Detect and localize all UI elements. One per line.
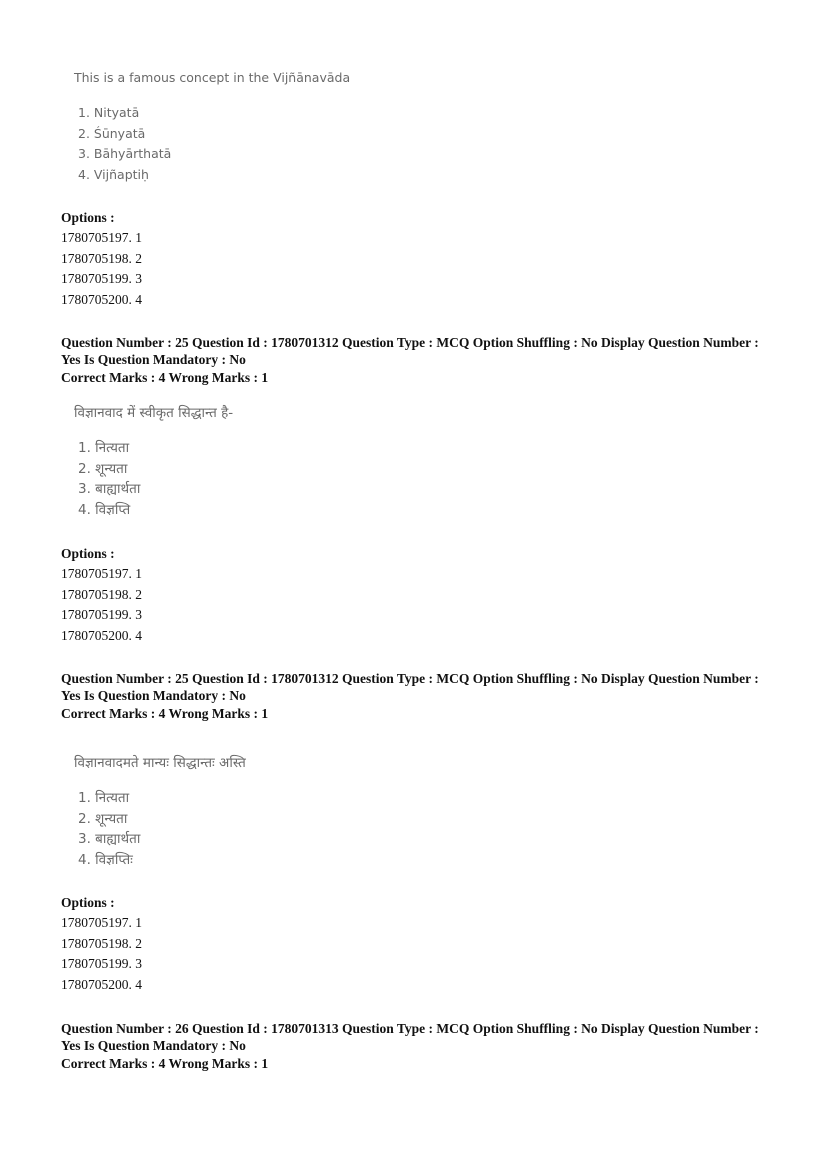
choice-item: 3. बाह्यार्थता [78,481,141,497]
option-row: 1780705199. 3 [61,607,142,623]
option-row: 1780705197. 1 [61,230,142,245]
question-meta-line: Question Number : 25 Question Id : 1780701312 Question Type : MCQ Option Shuffling : No Display Question Number : Yes Is Question Mandatory : No [61,671,759,703]
question-meta-line: Question Number : 26 Question Id : 1780701313 Question Type : MCQ Option Shuffling : No Display Question Number : Yes Is Question Mandatory : No [61,1021,759,1053]
question-text: This is a famous concept in the Vijñānavāda [74,70,351,85]
question-meta [61,335,769,387]
choice-item: 4. विज्ञप्तिः [78,851,133,868]
option-row: 1780705198. 2 [61,586,142,602]
choice-item: 4. Vijñaptiḥ [78,166,149,182]
option-row: 1780705200. 4 [61,292,142,308]
option-row: 1780705198. 2 [61,250,142,266]
question-choices [74,103,350,185]
options-label: Options : [61,546,115,561]
question-image-hindi [74,403,233,520]
choice-item: 1. नित्यता [78,790,130,806]
options-label: Options : [61,895,115,910]
question-meta-line: Question Number : 25 Question Id : 1780701312 Question Type : MCQ Option Shuffling : No Display Question Number : Yes Is Question Mandatory : No [61,335,759,367]
option-row: 1780705199. 3 [61,956,142,972]
question-meta [61,1021,769,1073]
option-row: 1780705198. 2 [61,935,142,951]
options-list [61,544,142,647]
choice-item: 2. शून्यता [78,460,128,477]
options-list [61,893,142,996]
marks-line: Correct Marks : 4 Wrong Marks : 1 [61,370,269,385]
option-row: 1780705197. 1 [61,566,142,581]
question-choices [74,788,246,870]
option-row: 1780705199. 3 [61,271,142,287]
choice-item: 2. शून्यता [78,810,128,827]
question-meta [61,671,769,723]
choice-item: 4. विज्ञप्ति [78,501,131,518]
choice-item: 3. Bāhyārthatā [78,146,172,161]
marks-line: Correct Marks : 4 Wrong Marks : 1 [61,1056,269,1071]
choice-item: 3. बाह्यार्थता [78,831,141,847]
option-row: 1780705200. 4 [61,628,142,644]
option-row: 1780705197. 1 [61,915,142,930]
question-image-sanskrit [74,753,246,870]
option-row: 1780705200. 4 [61,977,142,993]
options-list [61,208,142,311]
question-text: विज्ञानवादमते मान्यः सिद्धान्तः अस्ति [74,755,246,771]
choice-item: 2. Śūnyatā [78,125,146,141]
options-label: Options : [61,210,115,225]
question-choices [74,438,233,520]
question-text: विज्ञानवाद में स्वीकृत सिद्धान्त है- [74,405,234,421]
question-image-english [74,68,350,185]
marks-line: Correct Marks : 4 Wrong Marks : 1 [61,706,269,721]
choice-item: 1. नित्यता [78,440,130,456]
choice-item: 1. Nityatā [78,105,140,120]
